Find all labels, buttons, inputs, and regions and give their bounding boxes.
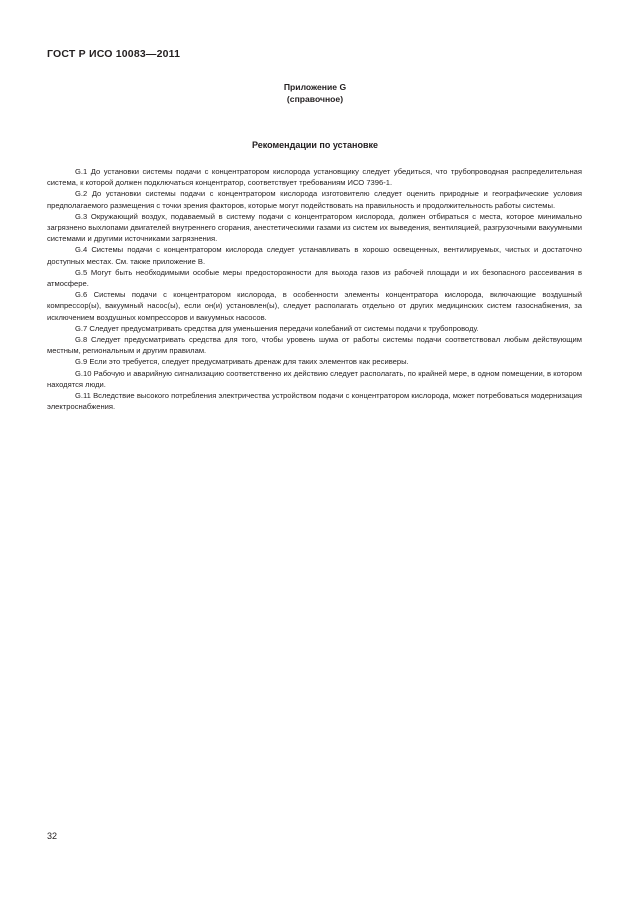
- paragraph-g4: G.4 Системы подачи с концентратором кислорода следует устанавливать в хорошо освещенных, вентилируемых, чистых и достаточно доступных местах. См. также приложение B.: [47, 245, 582, 266]
- paragraph-g7: G.7 Следует предусматривать средства для уменьшения передачи колебаний от системы подачи к трубопроводу.: [75, 323, 479, 333]
- standard-id-header: ГОСТ Р ИСО 10083—2011: [47, 48, 181, 60]
- page-number: 32: [47, 831, 58, 841]
- paragraph-g8: G.8 Следует предусматривать средства для того, чтобы уровень шума от работы системы подачи соответствовал любым действующим местным, региональным и другим правилам.: [47, 335, 582, 356]
- section-title: Рекомендации по установке: [251, 140, 379, 150]
- appendix-type: (справочное): [286, 94, 344, 104]
- paragraph-g2: G.2 До установки системы подачи с концентратором кислорода изготовителю следует оценить природные и географические условия предполагаемого размещения с точки зрения факторов, которые могут подействовать на правильность и продолжительность работы системы.: [47, 189, 582, 210]
- paragraph-g11: G.11 Вследствие высокого потребления электричества устройством подачи с концентратором кислорода, может потребоваться модернизация электроснабжения.: [47, 391, 582, 412]
- paragraph-g3: G.3 Окружающий воздух, подаваемый в систему подачи с концентратором кислорода, должен отбираться с места, которое минимально загрязнено выхлопами двигателей внутреннего сгорания, анестетическими газами из систем их выведения, вентиляцией, разгрузочными вакуумными системами и другими источниками загрязнения.: [47, 211, 582, 244]
- paragraph-g5: G.5 Могут быть необходимыми особые меры предосторожности для выхода газов из рабочей площади и их безопасного рассеивания в атмосфере.: [47, 267, 582, 289]
- recommendations-body: [47, 166, 582, 412]
- appendix-heading: [0, 81, 630, 105]
- appendix-title: Приложение G: [283, 82, 347, 92]
- paragraph-g9: G.9 Если это требуется, следует предусматривать дренаж для таких элементов как ресиверы.: [75, 357, 409, 367]
- paragraph-g10: G.10 Рабочую и аварийную сигнализацию соответственно их действию следует располагать, по крайней мере, в одном помещении, в котором находятся люди.: [47, 368, 582, 389]
- paragraph-g6: G.6 Системы подачи с концентратором кислорода, в особенности элементы концентратора кислорода, включающие воздушный компрессор(ы), вакуумный насос(ы), если он(и) установлен(ы), следует располагать отдельно от других медицинских систем газоснабжения, за исключением воздушных компрессоров и вакуумных насосов.: [47, 290, 582, 322]
- paragraph-g1: G.1 До установки системы подачи с концентратором кислорода установщику следует убедиться, что трубопроводная распределительная система, к которой должен подключаться концентратор, соответствует требованиям ИСО 7396-1.: [47, 167, 582, 188]
